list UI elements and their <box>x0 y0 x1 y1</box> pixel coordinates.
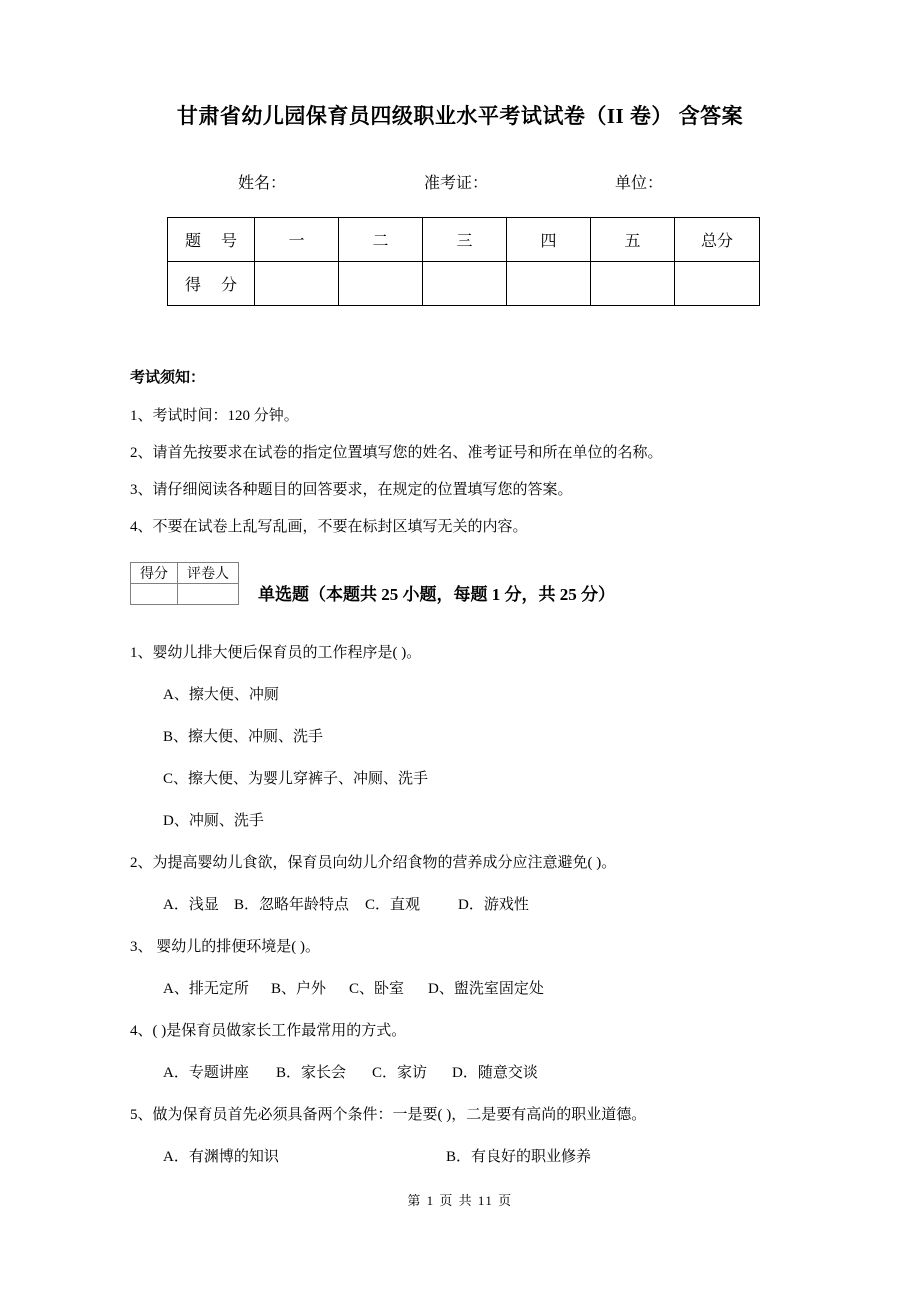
table-row-question-numbers <box>168 218 760 262</box>
score-cell-5[interactable] <box>591 262 675 306</box>
grading-box-value-row <box>131 584 239 605</box>
option-row <box>130 716 830 758</box>
question-stem: 4、( )是保育员做家长工作最常用的方式。 <box>130 1023 407 1039</box>
option-item[interactable]: A．专题讲座 <box>163 1065 249 1081</box>
question-stem: 1、婴幼儿排大便后保育员的工作程序是( )。 <box>130 645 422 661</box>
score-cell-4[interactable] <box>507 262 591 306</box>
column-header-4: 四 <box>507 218 591 262</box>
page-title: 甘肃省幼儿园保育员四级职业水平考试试卷（II 卷） 含答案 <box>176 104 744 128</box>
grading-box-grader-value[interactable] <box>178 584 239 605</box>
unit-field-label: 单位： <box>615 175 664 192</box>
identity-field-row <box>130 170 790 196</box>
column-header-3: 三 <box>423 218 507 262</box>
name-field-label: 姓名： <box>238 175 287 192</box>
option-item[interactable]: B、户外 <box>271 981 327 997</box>
option-item[interactable]: A．浅显 <box>163 897 219 913</box>
notice-item: 4、不要在试卷上乱写乱画，不要在标封区填写无关的内容。 <box>130 519 528 535</box>
notice-item: 1、考试时间：120 分钟。 <box>130 408 299 424</box>
row-label-question-number: 题 号 <box>168 218 255 262</box>
grading-box-header-row <box>131 563 239 584</box>
option-item[interactable]: D、盥洗室固定处 <box>428 981 544 997</box>
question-stem: 3、 婴幼儿的排便环境是( )。 <box>130 939 320 955</box>
option-item[interactable]: C．家访 <box>372 1065 428 1081</box>
notice-heading: 考试须知： <box>130 370 206 386</box>
option-item[interactable]: B．家长会 <box>276 1065 347 1081</box>
grading-box <box>130 562 239 605</box>
grading-box-grader-header: 评卷人 <box>178 563 239 584</box>
question-list <box>130 632 830 1178</box>
question-stem: 2、为提高婴幼儿食欲，保育员向幼儿介绍食物的营养成分应注意避免( )。 <box>130 855 617 871</box>
grading-box-score-header: 得分 <box>131 563 178 584</box>
notice-item: 3、请仔细阅读各种题目的回答要求，在规定的位置填写您的答案。 <box>130 482 573 498</box>
option-item[interactable]: D．游戏性 <box>458 897 529 913</box>
column-header-2: 二 <box>339 218 423 262</box>
row-label-score: 得 分 <box>168 262 255 306</box>
option-row <box>130 674 830 716</box>
column-header-total: 总分 <box>675 218 760 262</box>
option-item[interactable]: C、擦大便、为婴儿穿裤子、冲厕、洗手 <box>163 771 429 787</box>
notice-list <box>130 398 810 546</box>
option-item[interactable]: A、擦大便、冲厕 <box>163 687 279 703</box>
section-heading-single-choice: 单选题（本题共 25 小题，每题 1 分，共 25 分） <box>258 585 615 604</box>
option-item[interactable]: C、卧室 <box>349 981 405 997</box>
option-item[interactable]: D、冲厕、洗手 <box>163 813 264 829</box>
question-stem: 5、做为保育员首先必须具备两个条件：一是要( )，二是要有高尚的职业道德。 <box>130 1107 647 1123</box>
option-row <box>130 1136 830 1178</box>
notice-item: 2、请首先按要求在试卷的指定位置填写您的姓名、准考证号和所在单位的名称。 <box>130 445 663 461</box>
admission-ticket-field-label: 准考证： <box>424 175 489 192</box>
score-cell-2[interactable] <box>339 262 423 306</box>
option-item[interactable]: B、擦大便、冲厕、洗手 <box>163 729 324 745</box>
grading-box-score-value[interactable] <box>131 584 178 605</box>
option-item[interactable]: C．直观 <box>365 897 421 913</box>
column-header-5: 五 <box>591 218 675 262</box>
score-cell-total[interactable] <box>675 262 760 306</box>
score-cell-3[interactable] <box>423 262 507 306</box>
column-header-1: 一 <box>255 218 339 262</box>
option-item[interactable]: B．忽略年龄特点 <box>234 897 350 913</box>
option-row <box>130 758 830 800</box>
table-row-scores <box>168 262 760 306</box>
option-row <box>130 968 830 1010</box>
option-row <box>130 1052 830 1094</box>
score-cell-1[interactable] <box>255 262 339 306</box>
option-item[interactable]: A、排无定所 <box>163 981 249 997</box>
option-item[interactable]: D．随意交谈 <box>452 1065 538 1081</box>
option-row <box>130 800 830 842</box>
option-row <box>130 884 830 926</box>
option-item[interactable]: B．有良好的职业修养 <box>446 1149 592 1165</box>
score-summary-table <box>167 217 760 306</box>
page-footer: 第 1 页 共 11 页 <box>407 1193 513 1208</box>
option-item[interactable]: A．有渊博的知识 <box>163 1149 279 1165</box>
